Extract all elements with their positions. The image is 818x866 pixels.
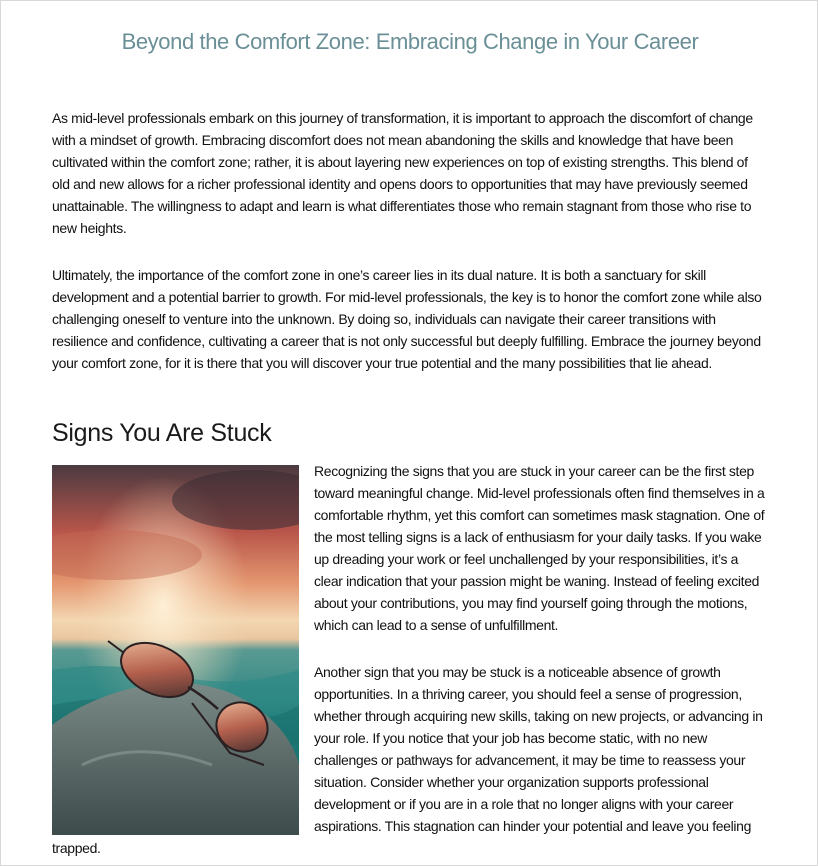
intro-paragraph-2: Ultimately, the importance of the comfort zone in one’s career lies in its dual nature. It is both a sanctuary for skill development and a potential barrier to growth. For mid-level professionals, the key is to honor the comfort zone while also challenging oneself to venture into the unknown. By doing so, individuals can navigate their career transitions with resilience and confidence, cultivating a career that is not only successful but deeply fulfilling. Embrace the journey beyond your comfort zone, for it is there that you will discover your true potential and the many possibilities that lie ahead. bbox=[52, 267, 762, 371]
section-heading: Signs You Are Stuck bbox=[52, 419, 272, 447]
section-paragraph-2: Another sign that you may be stuck is a noticeable absence of growth opportunities. In a thriving career, you should feel a sense of progression, whether through acquiring new skills, taking on new projects, or advancing in your role. If you notice that your job has become static, with no new challenges or pathways for advancement, it may be time to reassess your situation. Consider whether your organization supports professional development or if you are in a role that no longer aligns with your career aspirations. This stagnation can hinder your potential and leave you feeling trapped. bbox=[52, 664, 763, 856]
document-title: Beyond the Comfort Zone: Embracing Change in Your Career bbox=[121, 29, 699, 54]
intro-paragraph-1: As mid-level professionals embark on this journey of transformation, it is important to approach the discomfort of change with a mindset of growth. Embracing discomfort does not mean abandoning the skills and knowledge that have been cultivated within the comfort zone; rather, it is about layering new experiences on top of existing strengths. This blend of old and new allows for a richer professional identity and opens doors to opportunities that may have previously seemed unattainable. The willingness to adapt and learn is what differentiates those who remain stagnant from those who rise to new heights. bbox=[52, 110, 753, 236]
sunglasses-on-sand-photo bbox=[52, 465, 299, 835]
section-paragraph-1: Recognizing the signs that you are stuck in your career can be the first step toward meaningful change. Mid-level professionals often find themselves in a comfortable rhythm, yet this comfort can sometimes mask stagnation. One of the most telling signs is a lack of enthusiasm for your daily tasks. If you wake up dreading your work or feel unchallenged by your responsibilities, it’s a clear indication that your passion might be waning. Instead of feeling excited about your contributions, you may find yourself going through the motions, which can lead to a sense of unfulfillment. bbox=[314, 463, 765, 633]
section-body bbox=[52, 460, 768, 859]
